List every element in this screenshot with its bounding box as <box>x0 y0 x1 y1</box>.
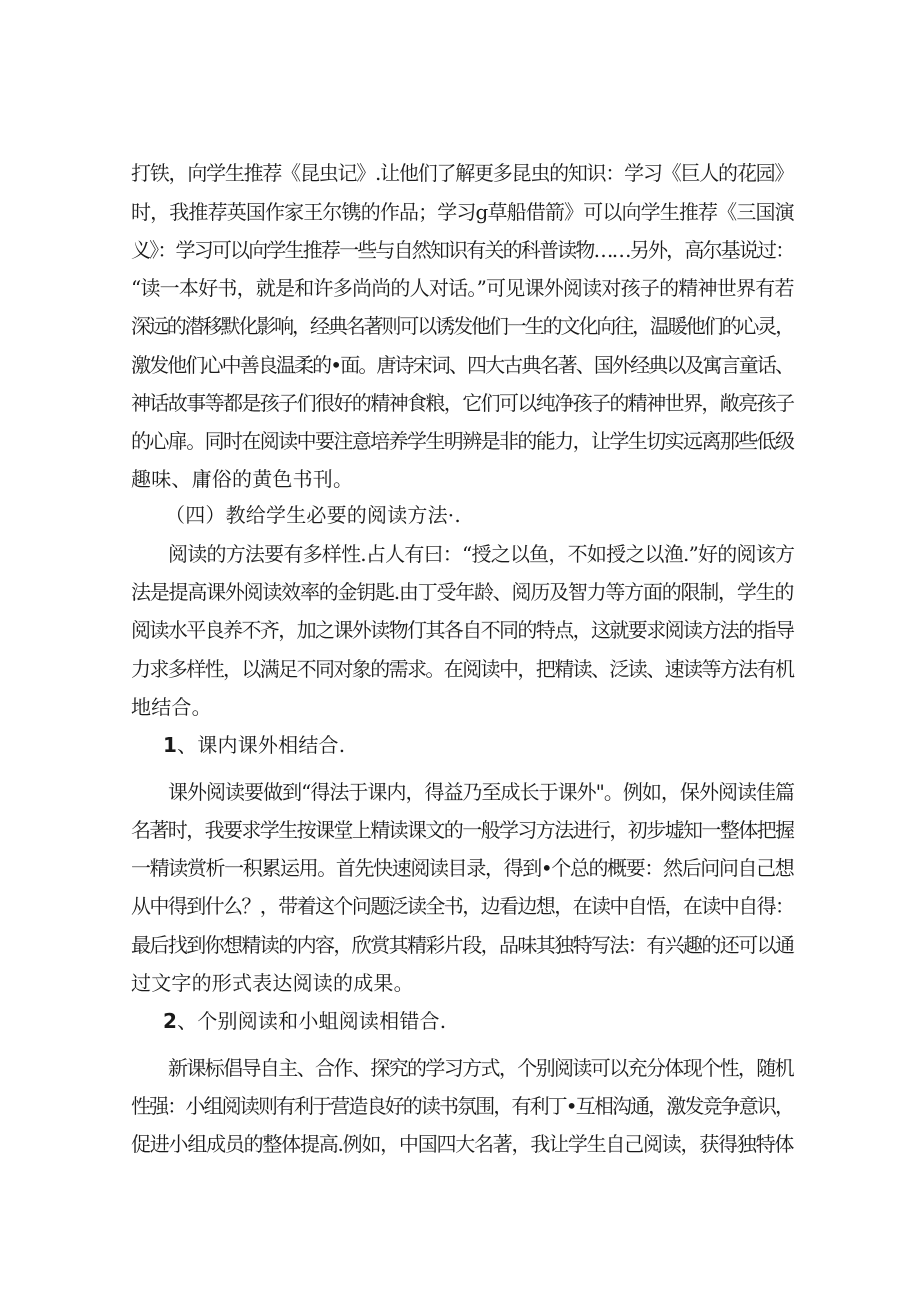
paragraph-3-line-4: 从中得到什么？，带着这个问题泛读全书，边看边想，在读中自悟，在读中自得： <box>131 894 794 918</box>
item-2-text: 、个别阅读和小蛆阅读相错合. <box>177 1009 447 1033</box>
paragraph-3-line-1: 课外阅读要做到“得法于课内，得益乃至成长于课外"。例如，保外阅读佳篇 <box>168 780 795 804</box>
paragraph-1-line-8: 的心扉。同时在阅读中要注意培养学生明辨是非的能力，让学生切实远离那些低级 <box>131 429 794 453</box>
paragraph-4-line-1: 新课标倡导自主、合作、探究的学习方式，个别阅读可以充分体现个性，随机 <box>168 1056 793 1080</box>
paragraph-1-line-2: 时，我推荐英国作家王尔镌的作品；学习g草船借箭》可以向学生推荐《三国演 <box>131 200 794 224</box>
item-1-number: 1 <box>163 733 178 757</box>
paragraph-3-line-2: 名著时，我要求学生按课堂上精读课文的一般学习方法进行，初步墟知一整体把握 <box>131 818 794 842</box>
paragraph-2-line-3: 阅读水平良养不齐，加之课外读物仃其各自不同的特点，这就要求阅读方法的指导 <box>131 618 794 642</box>
paragraph-1-line-3: 义》：学习可以向学生推荐一些与自然知识有关的科普读物……另外，高尔基说过： <box>131 238 794 262</box>
paragraph-1-line-6: 激发他们心中善良温柔的•面。唐诗宋词、四大古典名著、国外经典以及寓言童话、 <box>131 353 794 377</box>
item-1-text: 、课内课外相结合. <box>177 733 346 757</box>
item-2-number: 2 <box>163 1009 178 1033</box>
paragraph-1-line-1: 打铁，向学生推荐《昆虫记》.让他们了解更多昆虫的知识：学习《巨人的花园》 <box>131 161 794 185</box>
section-4-heading: （四）教给学生必要的阅读方法·. <box>165 503 461 527</box>
paragraph-2-line-5: 地结合。 <box>131 695 212 719</box>
paragraph-4-line-2: 性强：小组阅读则有利于营造良好的读书氛围，有利丁•互相沟通，激发竞争意识， <box>131 1094 794 1118</box>
paragraph-2-line-4: 力求多样性，以满足不同对象的需求。在阅读中，把精读、泛读、速读等方法有机 <box>131 657 794 681</box>
paragraph-3-line-3: 一精读赏析一积累运用。首先快速阅读目录，得到•个总的概要：然后问问自己想 <box>131 856 794 880</box>
paragraph-1-line-5: 深远的潜移默化影响，经典名著则可以诱发他们一生的文化向往，温暖他们的心灵， <box>131 314 794 338</box>
paragraph-3-line-6: 过文字的形式表达阅读的成果。 <box>131 971 414 995</box>
paragraph-4-line-3: 促进小组成员的整体提高.例如，中国四大名著，我让学生自己阅读，获得独特体 <box>131 1132 794 1156</box>
paragraph-1-line-4: “读一本好书，就是和许多尚尚的人对话。”可见课外阅读对孩子的精神世界有若 <box>131 276 794 300</box>
paragraph-1-line-9: 趣味、庸俗的黄色书刊。 <box>131 467 354 491</box>
paragraph-2-line-1: 阅读的方法要有多样性.占人有曰：“授之以鱼，不如授之以渔.”好的阅该方 <box>168 542 795 566</box>
paragraph-3-line-5: 最后找到你想精读的内容，欣赏其精彩片段，品味其独特写法：有兴趣的还可以通 <box>131 933 794 957</box>
item-1-heading <box>163 732 345 758</box>
paragraph-1-line-7: 神话故事等都是孩子们很好的精神食粮，它们可以纯净孩子的精神世界，敞亮孩子 <box>131 391 794 415</box>
paragraph-2-line-2: 法是提高课外阅读效率的金钥匙.由丁受年龄、阅历及智力等方面的限制，学生的 <box>131 580 794 604</box>
item-2-heading <box>163 1008 446 1034</box>
